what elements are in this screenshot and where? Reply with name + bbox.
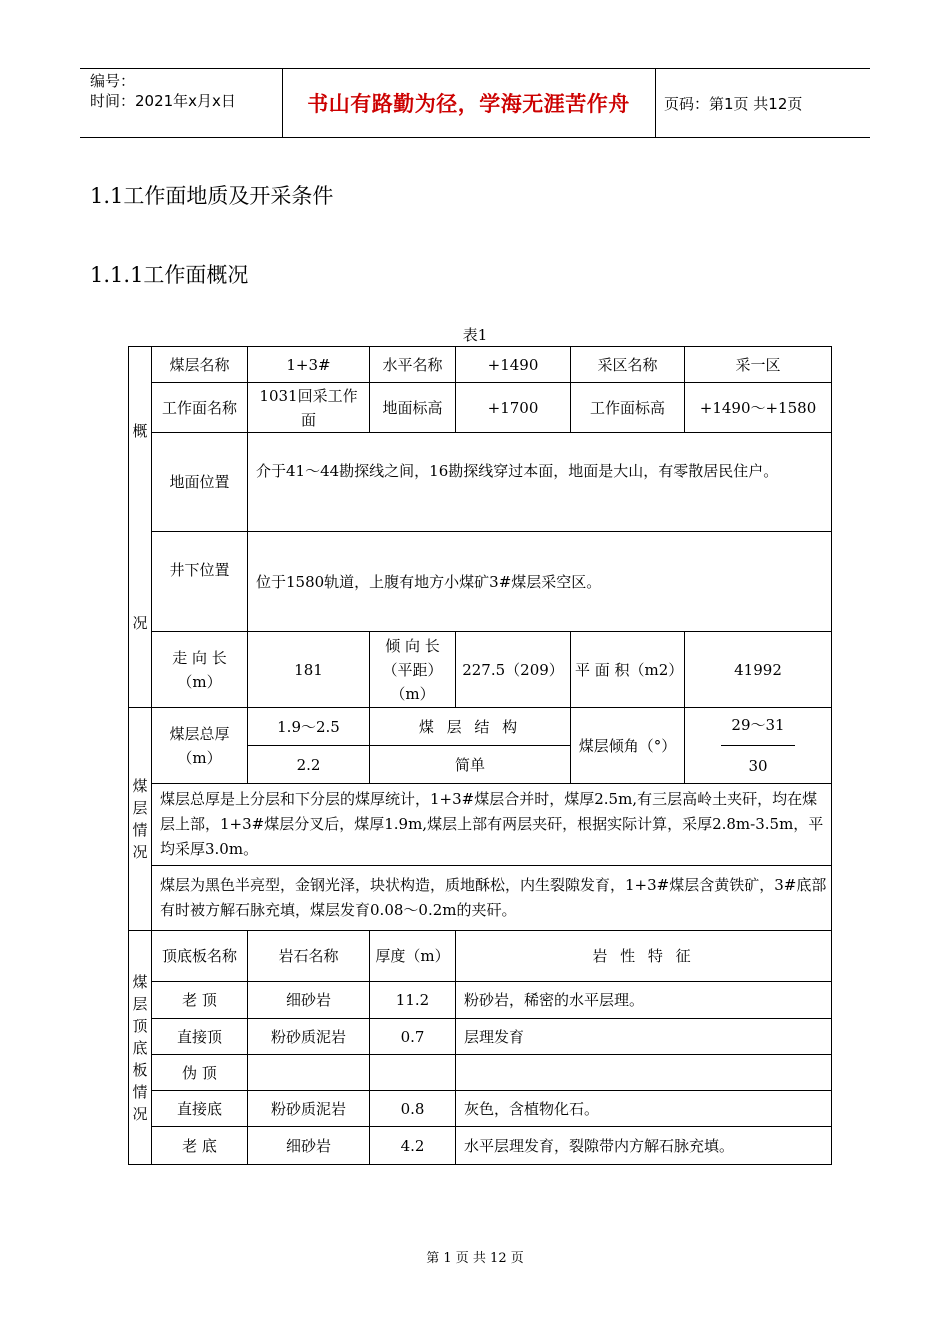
ground-elevation-value: +1700 (456, 383, 571, 433)
table-row (129, 632, 832, 708)
document-number-label: 编号： (90, 72, 136, 90)
table-row (129, 532, 832, 632)
total-thickness-range: 1.9～2.5 (248, 708, 370, 746)
face-name-value: 1031回采工作面 (248, 383, 370, 433)
table-row (129, 1127, 832, 1165)
table-row (129, 1091, 832, 1127)
table-caption: 表1 (462, 326, 488, 344)
ground-location-value: 介于41～44勘探线之间，16勘探线穿过本面，地面是大山，有零散居民住户。 (248, 433, 832, 532)
ground-elevation-label: 地面标高 (370, 383, 456, 433)
total-thickness-avg: 2.2 (248, 746, 370, 784)
table-cell: 伪 顶 (152, 1055, 248, 1091)
table-row (129, 1055, 832, 1091)
face-name-label: 工作面名称 (152, 383, 248, 433)
coal-seam-name-value: 1+3# (248, 347, 370, 383)
underground-location-value: 位于1580轨道，上腹有地方小煤矿3#煤层采空区。 (248, 532, 832, 632)
total-thickness-label: 煤层总厚（m） (152, 708, 248, 784)
table-cell (456, 1055, 832, 1091)
table-row (129, 708, 832, 746)
table-cell: 层理发育 (456, 1019, 832, 1055)
header-page-label: 页码：第1页 共12页 (664, 95, 803, 113)
table-cell: 粉砂质泥岩 (248, 1091, 370, 1127)
level-name-label: 水平名称 (370, 347, 456, 383)
area-label: 平 面 积（m2） (571, 632, 685, 708)
header-meta (90, 71, 236, 111)
overview-side-label: 概 况 (129, 347, 152, 708)
seam-structure-label: 煤 层 结 构 (370, 708, 571, 746)
table-cell: 细砂岩 (248, 982, 370, 1019)
column-header: 厚度（m） (370, 931, 456, 982)
table-cell: 直接底 (152, 1091, 248, 1127)
roof-floor-side-label: 煤 层 顶 底 板 情 况 (129, 931, 152, 1165)
dip-length-value: 227.5（209） (456, 632, 571, 708)
table-cell: 灰色，含植物化石。 (456, 1091, 832, 1127)
face-elevation-value: +1490～+1580 (685, 383, 832, 433)
table-cell (370, 1055, 456, 1091)
table-cell: 老 顶 (152, 982, 248, 1019)
table-cell: 4.2 (370, 1127, 456, 1165)
table-row (129, 433, 832, 532)
table-row (129, 383, 832, 433)
table-row (129, 931, 832, 982)
coal-seam-name-label: 煤层名称 (152, 347, 248, 383)
table-row (129, 982, 832, 1019)
table-cell: 水平层理发育，裂隙带内方解石脉充填。 (456, 1127, 832, 1165)
strike-length-value: 181 (248, 632, 370, 708)
ground-location-label: 地面位置 (152, 433, 248, 532)
face-elevation-label: 工作面标高 (571, 383, 685, 433)
column-header: 岩石名称 (248, 931, 370, 982)
underground-location-label: 井下位置 (152, 532, 248, 632)
page-footer: 第 1 页 共 12 页 (426, 1251, 524, 1266)
seam-description-2: 煤层为黑色半亮型，金钢光泽，块状构造，质地酥松，内生裂隙发育，1+3#煤层含黄铁矿，3#底部有时被方解石脉充填，煤层发育0.08～0.2m的夹矸。 (152, 866, 832, 931)
table-cell: 粉砂质泥岩 (248, 1019, 370, 1055)
table-cell: 11.2 (370, 982, 456, 1019)
area-value: 41992 (685, 632, 832, 708)
document-header (80, 68, 870, 138)
working-face-table (128, 346, 832, 1165)
table-cell: 0.8 (370, 1091, 456, 1127)
dip-angle-label: 煤层倾角（°） (571, 708, 685, 784)
table-row (129, 347, 832, 383)
table-cell: 粉砂岩，稀密的水平层理。 (456, 982, 832, 1019)
document-time-label: 时间：2021年x月x日 (90, 92, 236, 110)
column-header: 顶底板名称 (152, 931, 248, 982)
dip-angle-avg: 30 (748, 757, 768, 775)
dip-angle-range: 29～31 (721, 713, 794, 746)
section-heading: 1.1工作面地质及开采条件 (90, 184, 334, 208)
table-row (129, 784, 832, 866)
table-cell: 老 底 (152, 1127, 248, 1165)
table-cell: 0.7 (370, 1019, 456, 1055)
strike-length-label: 走 向 长（m） (152, 632, 248, 708)
seam-side-label: 煤 层 情 况 (129, 708, 152, 931)
table-cell (248, 1055, 370, 1091)
header-motto: 书山有路勤为径，学海无涯苦作舟 (307, 92, 630, 116)
dip-length-label: 倾 向 长（平距）（m） (370, 632, 456, 708)
table-row (129, 866, 832, 931)
subsection-heading: 1.1.1工作面概况 (90, 263, 249, 287)
mining-area-value: 采一区 (685, 347, 832, 383)
column-header: 岩 性 特 征 (456, 931, 832, 982)
table-cell: 细砂岩 (248, 1127, 370, 1165)
level-name-value: +1490 (456, 347, 571, 383)
dip-angle-value (685, 708, 832, 784)
mining-area-label: 采区名称 (571, 347, 685, 383)
table-row (129, 1019, 832, 1055)
seam-structure-value: 简单 (370, 746, 571, 784)
table-cell: 直接顶 (152, 1019, 248, 1055)
seam-description-1: 煤层总厚是上分层和下分层的煤厚统计，1+3#煤层合并时，煤厚2.5m,有三层高岭土夹矸，均在煤层上部，1+3#煤层分叉后，煤厚1.9m,煤层上部有两层夹矸，根据实际计算，采厚2.8m-3.5m，平均采厚3.0m。 (152, 784, 832, 866)
